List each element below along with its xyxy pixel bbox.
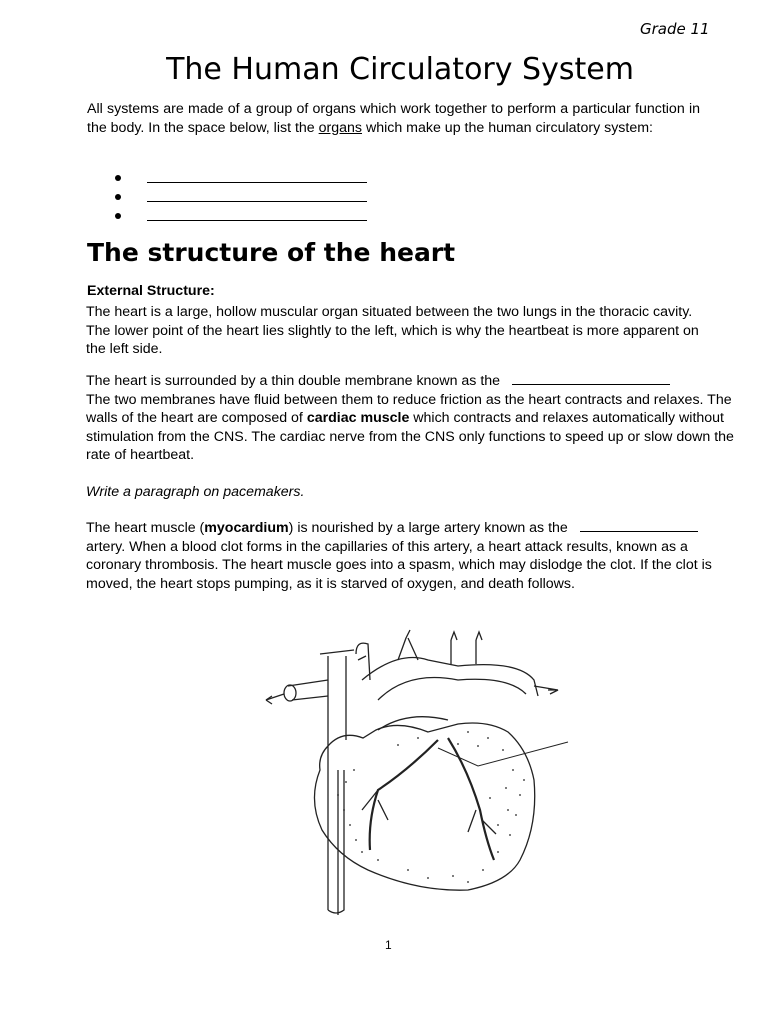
organ-answer-item (115, 168, 367, 187)
thrombosis-text: artery. When a blood clot forms in the capillaries of this artery, a heart attack results, known as a coronary thrombosis. The heart muscle goes into a spasm, which may dislodge the clot. If the clot is moved, the heart stops pumping, as it is starved of oxygen, and death follows. (86, 538, 712, 592)
intro-underlined-word: organs (318, 119, 363, 136)
organ-answer-blank[interactable] (147, 172, 367, 183)
intro-paragraph (87, 100, 700, 137)
heart-diagram (258, 620, 578, 936)
page-number: 1 (385, 938, 392, 952)
artery-answer-blank[interactable] (580, 519, 698, 532)
intro-text-before: All systems are made of a group of organs which work together to perform a particular function in the body. In the space below, list the (87, 101, 700, 136)
cardiac-muscle-term: cardiac muscle (306, 410, 410, 426)
bullet-icon (115, 175, 121, 181)
external-paragraph-1: The heart is a large, hollow muscular organ situated between the two lungs in the thoracic cavity. The lower point of the heart lies slightly to the left, which is why the heartbeat is more apparent on the left side. (86, 304, 699, 357)
membrane-answer-blank[interactable] (512, 372, 670, 385)
membrane-sentence: The heart is surrounded by a thin double membrane known as the (86, 373, 501, 389)
coronary-artery (370, 740, 438, 850)
section-heading: The structure of the heart (87, 238, 456, 267)
myocardium-term: myocardium (204, 520, 289, 536)
organ-answer-list (115, 168, 367, 225)
heart-shading (337, 731, 525, 883)
heart-outline (314, 723, 534, 890)
organ-answer-item (115, 206, 367, 225)
organ-answer-item (115, 187, 367, 206)
artery-sentence: ) is nourished by a large artery known as the (288, 520, 568, 536)
external-paragraph-4 (86, 519, 746, 593)
external-structure-heading: External Structure: (87, 283, 215, 299)
vena-cava (328, 656, 346, 915)
myocardium-text: The heart muscle ( (86, 520, 205, 536)
page-title: The Human Circulatory System (166, 52, 634, 87)
grade-label: Grade 11 (640, 20, 710, 38)
organ-answer-blank[interactable] (147, 210, 367, 221)
intro-text-after: which make up the human circulatory system: (362, 119, 653, 136)
membrane-text-end: which contracts and relaxes automatically without stimulation from the CNS. The cardiac nerve from the CNS only functions to speed up or slow down the rate of heartbeat. (86, 410, 734, 463)
external-paragraph-2 (86, 372, 746, 465)
organ-answer-blank[interactable] (147, 191, 367, 202)
bullet-icon (115, 194, 121, 200)
pacemaker-instruction: Write a paragraph on pacemakers. (86, 484, 305, 500)
bullet-icon (115, 213, 121, 219)
membrane-text: The two membranes have fluid between them to reduce friction as the heart contracts and relaxes. The walls of the heart are composed of (86, 391, 732, 426)
